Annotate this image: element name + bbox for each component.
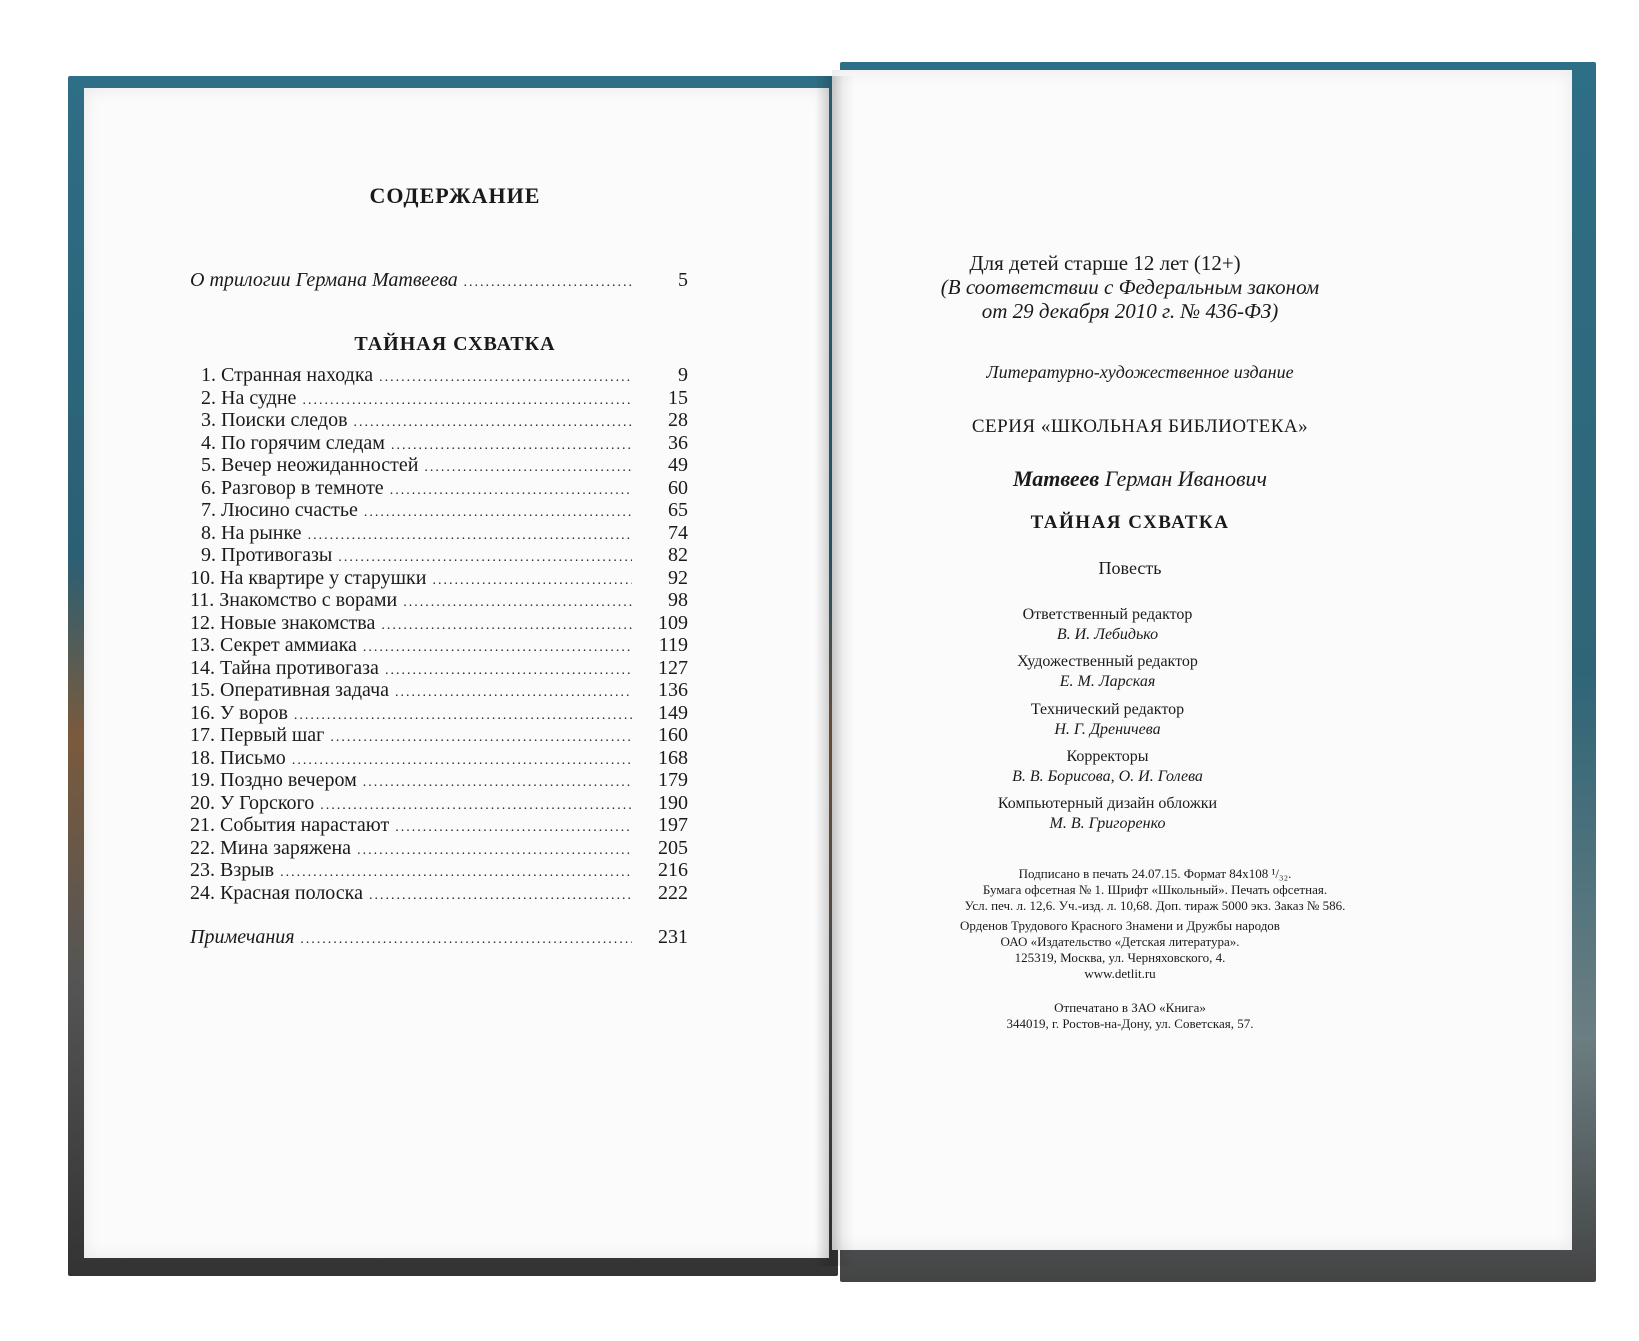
toc-chapter-label: 6. Разговор в темноте [201, 476, 384, 499]
toc-chapter-row [190, 679, 688, 704]
toc-chapter-page: 74 [668, 521, 688, 544]
toc-intro-label: О трилогии Германа Матвеева [190, 269, 458, 291]
toc-chapter-label: 11. Знакомство с ворами [190, 589, 398, 611]
toc-leader-dots [464, 271, 632, 294]
toc-chapter-row [190, 589, 688, 614]
toc-chapter-row [190, 769, 688, 794]
toc-chapter-row [190, 499, 688, 524]
toc-chapter-page: 65 [668, 499, 688, 521]
toc-chapter-page: 149 [658, 701, 688, 724]
publisher-info [840, 918, 1400, 982]
toc-chapter-page: 15 [668, 386, 688, 409]
author-name: Герман Иванович [1104, 466, 1267, 491]
toc-notes-label: Примечания [190, 926, 295, 948]
publisher-info-line: ОАО «Издательство «Детская литература». [1000, 934, 1240, 949]
toc-chapter-label: 1. Странная находка [201, 364, 374, 386]
toc-chapter-label: 3. Поиски следов [201, 409, 348, 431]
toc-chapter-label: 7. Люсино счастье [201, 499, 358, 521]
toc-chapter-label: 5. Вечер неожиданностей [201, 454, 419, 476]
credit-role: Технический редактор [1030, 700, 1185, 718]
toc-intro-row [190, 269, 688, 294]
toc-chapter-label: 19. Поздно вечером [190, 769, 357, 791]
toc-chapter-row [190, 747, 688, 772]
toc-chapter-label: 23. Взрыв [190, 859, 275, 881]
toc-chapter-row [190, 814, 688, 839]
book-title: ТАЙНАЯ СХВАТКА [1030, 512, 1230, 533]
print-info-line: Подписано в печать 24.07.15. Формат 84х108 ¹/₃₂. [1018, 866, 1292, 881]
genre: Повесть [1098, 558, 1162, 578]
printer-info-line: 344019, г. Ростов-на-Дону, ул. Советская, 57. [1006, 1016, 1254, 1031]
toc-chapter-label: 9. Противогазы [201, 544, 333, 566]
toc-chapter-page: 127 [658, 656, 688, 679]
toc-chapter-page: 9 [678, 364, 688, 386]
toc-chapter-page: 36 [668, 431, 688, 454]
toc-chapter-page: 160 [658, 724, 688, 746]
toc-chapter-label: 18. Письмо [190, 746, 286, 769]
credit-name: Н. Г. Дреничева [1054, 720, 1161, 738]
toc-chapter-page: 109 [658, 611, 688, 634]
toc-chapter-label: 14. Тайна противогаза [190, 656, 379, 679]
print-info [870, 866, 1440, 914]
law-reference-line-1: (В соответствии с Федеральным законом [940, 275, 1320, 299]
toc-chapter-row [190, 792, 688, 817]
toc-chapter-row [190, 634, 688, 659]
toc-leader-dots [301, 928, 632, 951]
toc-chapter-label: 22. Мина заряжена [190, 836, 352, 859]
toc-chapter-row [190, 477, 688, 502]
credit-name: В. И. Лебидько [1056, 626, 1159, 643]
toc-chapter-page: 92 [668, 566, 688, 589]
toc-chapter-label: 20. У Горского [190, 791, 315, 814]
toc-chapter-page: 205 [658, 836, 688, 859]
toc-chapter-page: 190 [658, 791, 688, 814]
credit-name: Е. М. Ларская [1059, 673, 1156, 691]
toc-chapter-label: 10. На квартире у старушки [190, 566, 427, 589]
law-reference-line-2: от 29 декабря 2010 г. № 436-ФЗ) [981, 299, 1279, 323]
toc-chapter-row [190, 859, 688, 884]
toc-chapter-row [190, 522, 688, 547]
toc-chapter-label: 17. Первый шаг [190, 724, 325, 746]
toc-chapter-row [190, 454, 688, 479]
author-surname: Матвеев [1012, 466, 1100, 491]
publisher-info-line: Орденов Трудового Красного Знамени и Дружбы народов [960, 918, 1280, 933]
toc-chapter-page: 179 [658, 769, 688, 791]
toc-chapter-label: 4. По горячим следам [201, 431, 385, 454]
credit-name: В. В. Борисова, О. И. Голева [1012, 767, 1203, 785]
credit-role: Художественный редактор [1017, 653, 1198, 671]
toc-chapter-row [190, 544, 688, 569]
toc-chapter-page: 216 [658, 859, 688, 881]
publisher-info-line: 125319, Москва, ул. Черняховского, 4. [1014, 950, 1226, 965]
toc-chapter-label: 12. Новые знакомства [190, 611, 376, 634]
toc-notes-page: 231 [658, 926, 688, 948]
toc-chapter-page: 28 [668, 409, 688, 431]
toc-chapter-label: 13. Секрет аммиака [190, 634, 357, 656]
printer-info [840, 1000, 1420, 1032]
toc-chapter-label: 8. На рынке [201, 521, 302, 544]
toc-chapter-label: 21. События нарастают [190, 814, 390, 836]
toc-chapter-row [190, 612, 688, 637]
age-rating: Для детей старше 12 лет (12+) [969, 251, 1241, 275]
toc-chapter-row [190, 882, 688, 907]
credit-name: М. В. Григоренко [1049, 815, 1166, 833]
credit-role: Ответственный редактор [1022, 606, 1193, 623]
toc-chapter-row [190, 387, 688, 412]
printer-info-line: Отпечатано в ЗАО «Книга» [1054, 1000, 1206, 1015]
toc-chapter-label: 16. У воров [190, 701, 288, 724]
toc-chapter-page: 222 [658, 881, 688, 904]
toc-chapter-row [190, 702, 688, 727]
toc-chapter-label: 15. Оперативная задача [190, 679, 390, 701]
edition-type: Литературно-художественное издание [986, 362, 1294, 382]
toc-chapter-page: 82 [668, 544, 688, 566]
toc-chapter-page: 49 [668, 454, 688, 476]
toc-chapter-page: 119 [658, 634, 688, 656]
toc-chapter-row [190, 837, 688, 862]
toc-chapter-row [190, 409, 688, 434]
contents-title: СОДЕРЖАНИЕ [369, 183, 541, 208]
author [840, 466, 1440, 492]
toc-chapter-row [190, 724, 688, 749]
toc-leader-dots [369, 884, 632, 907]
series-name: СЕРИЯ «ШКОЛЬНАЯ БИБЛИОТЕКА» [971, 416, 1309, 437]
toc-chapter-label: 24. Красная полоска [190, 881, 363, 904]
toc-chapter-page: 136 [658, 679, 688, 701]
toc-chapter-label: 2. На судне [201, 386, 297, 409]
credit-role: Компьютерный дизайн обложки [997, 795, 1218, 813]
toc-chapter-page: 197 [658, 814, 688, 836]
print-info-line: Бумага офсетная № 1. Шрифт «Школьный». Печать офсетная. [982, 882, 1328, 897]
print-info-line: Усл. печ. л. 12,6. Уч.-изд. л. 10,68. Доп. тираж 5000 экз. Заказ № 586. [964, 898, 1346, 913]
toc-chapter-row [190, 432, 688, 457]
toc-chapter-row [190, 567, 688, 592]
toc-section-title: ТАЙНАЯ СХВАТКА [354, 333, 556, 355]
toc-chapter-page: 60 [668, 476, 688, 499]
toc-chapter-page: 168 [658, 746, 688, 769]
toc-chapter-page: 98 [668, 589, 688, 611]
publisher-info-line: www.detlit.ru [1084, 966, 1156, 981]
toc-chapter-row [190, 657, 688, 682]
credit-role: Корректоры [1066, 747, 1149, 765]
toc-chapter-row [190, 364, 688, 389]
toc-notes-row [190, 926, 688, 951]
toc-intro-page: 5 [678, 269, 688, 291]
